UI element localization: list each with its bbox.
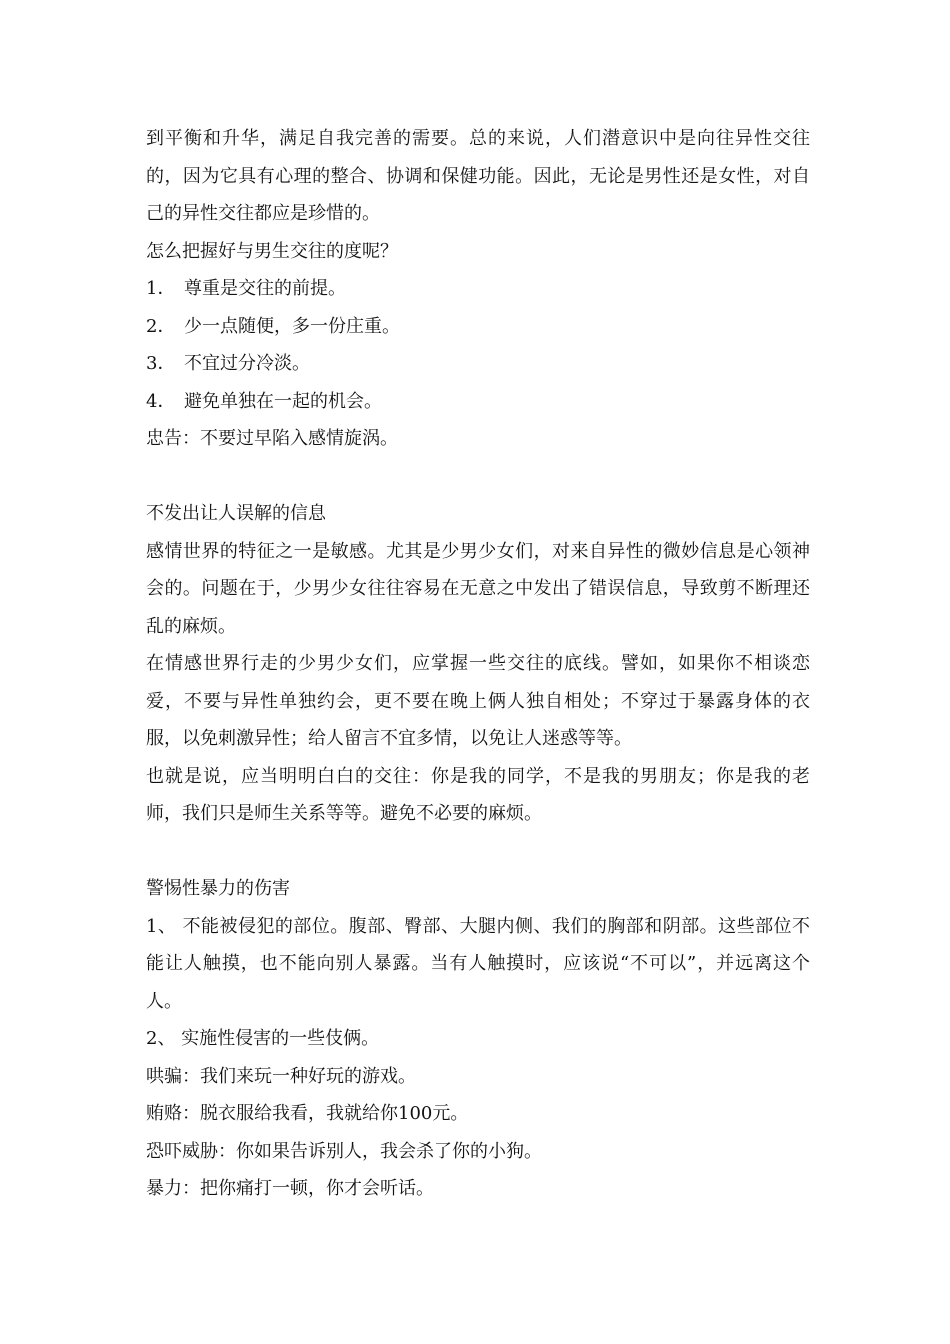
list-item-number: 4． xyxy=(146,390,176,412)
trick-line: 哄骗：我们来玩一种好玩的游戏。 xyxy=(146,1065,416,1087)
list-item-number: 1． xyxy=(146,278,176,299)
list-item-text: 不宜过分冷淡。 xyxy=(184,353,310,374)
section2-paragraph: 也就是说，应当明明白白的交往：你是我的同学，不是我的男朋友；你是我的老师，我们只是师生关系等等。避免不必要的麻烦。 xyxy=(146,765,810,824)
list-item xyxy=(146,308,810,346)
list-item-number: 3． xyxy=(146,353,176,374)
section2-paragraph: 感情世界的特征之一是敏感。尤其是少男少女们，对来自异性的微妙信息是心领神会的。问题在于，少男少女往往容易在无意之中发出了错误信息，导致剪不断理还乱的麻烦。 xyxy=(146,540,810,637)
section3-item-2: 2、 实施性侵害的一些伎俩。 xyxy=(146,1028,380,1049)
advice-line: 忠告：不要过早陷入感情旋涡。 xyxy=(146,428,398,449)
section3-heading: 警惕性暴力的伤害 xyxy=(146,878,290,899)
section2-paragraph: 在情感世界行走的少男少女们，应掌握一些交往的底线。譬如，如果你不相谈恋爱，不要与异性单独约会，更不要在晚上俩人独自相处；不穿过于暴露身体的衣服，以免刺激异性；给人留言不宜多情，以免让人迷惑等等。 xyxy=(146,653,810,749)
section3-item-1: 1、 不能被侵犯的部位。腹部、臀部、大腿内侧、我们的胸部和阴部。这些部位不能让人触摸，也不能向别人暴露。当有人触摸时，应该说“不可以”，并远离这个人。 xyxy=(146,915,810,1012)
intro-paragraph: 到平衡和升华，满足自我完善的需要。总的来说，人们潜意识中是向往异性交往的，因为它具有心理的整合、协调和保健功能。因此，无论是男性还是女性，对自己的异性交往都应是珍惜的。 xyxy=(146,128,810,224)
list-item xyxy=(146,270,810,308)
list-item-text: 少一点随便，多一份庄重。 xyxy=(184,315,400,337)
section2-heading: 不发出让人误解的信息 xyxy=(146,503,326,524)
blank-line xyxy=(146,833,810,871)
list-item-number: 2． xyxy=(146,315,176,337)
list-item xyxy=(146,383,810,421)
blank-line xyxy=(146,458,810,496)
trick-line: 恐吓威胁：你如果告诉别人，我会杀了你的小狗。 xyxy=(146,1140,542,1162)
trick-line: 暴力：把你痛打一顿，你才会听话。 xyxy=(146,1178,434,1199)
section1-question: 怎么把握好与男生交往的度呢？ xyxy=(146,240,398,262)
list-item xyxy=(146,345,810,383)
document-page xyxy=(146,120,810,1208)
list-item-text: 尊重是交往的前提。 xyxy=(184,278,346,299)
trick-line: 贿赂：脱衣服给我看，我就给你100元。 xyxy=(146,1103,469,1124)
list-item-text: 避免单独在一起的机会。 xyxy=(184,390,382,412)
